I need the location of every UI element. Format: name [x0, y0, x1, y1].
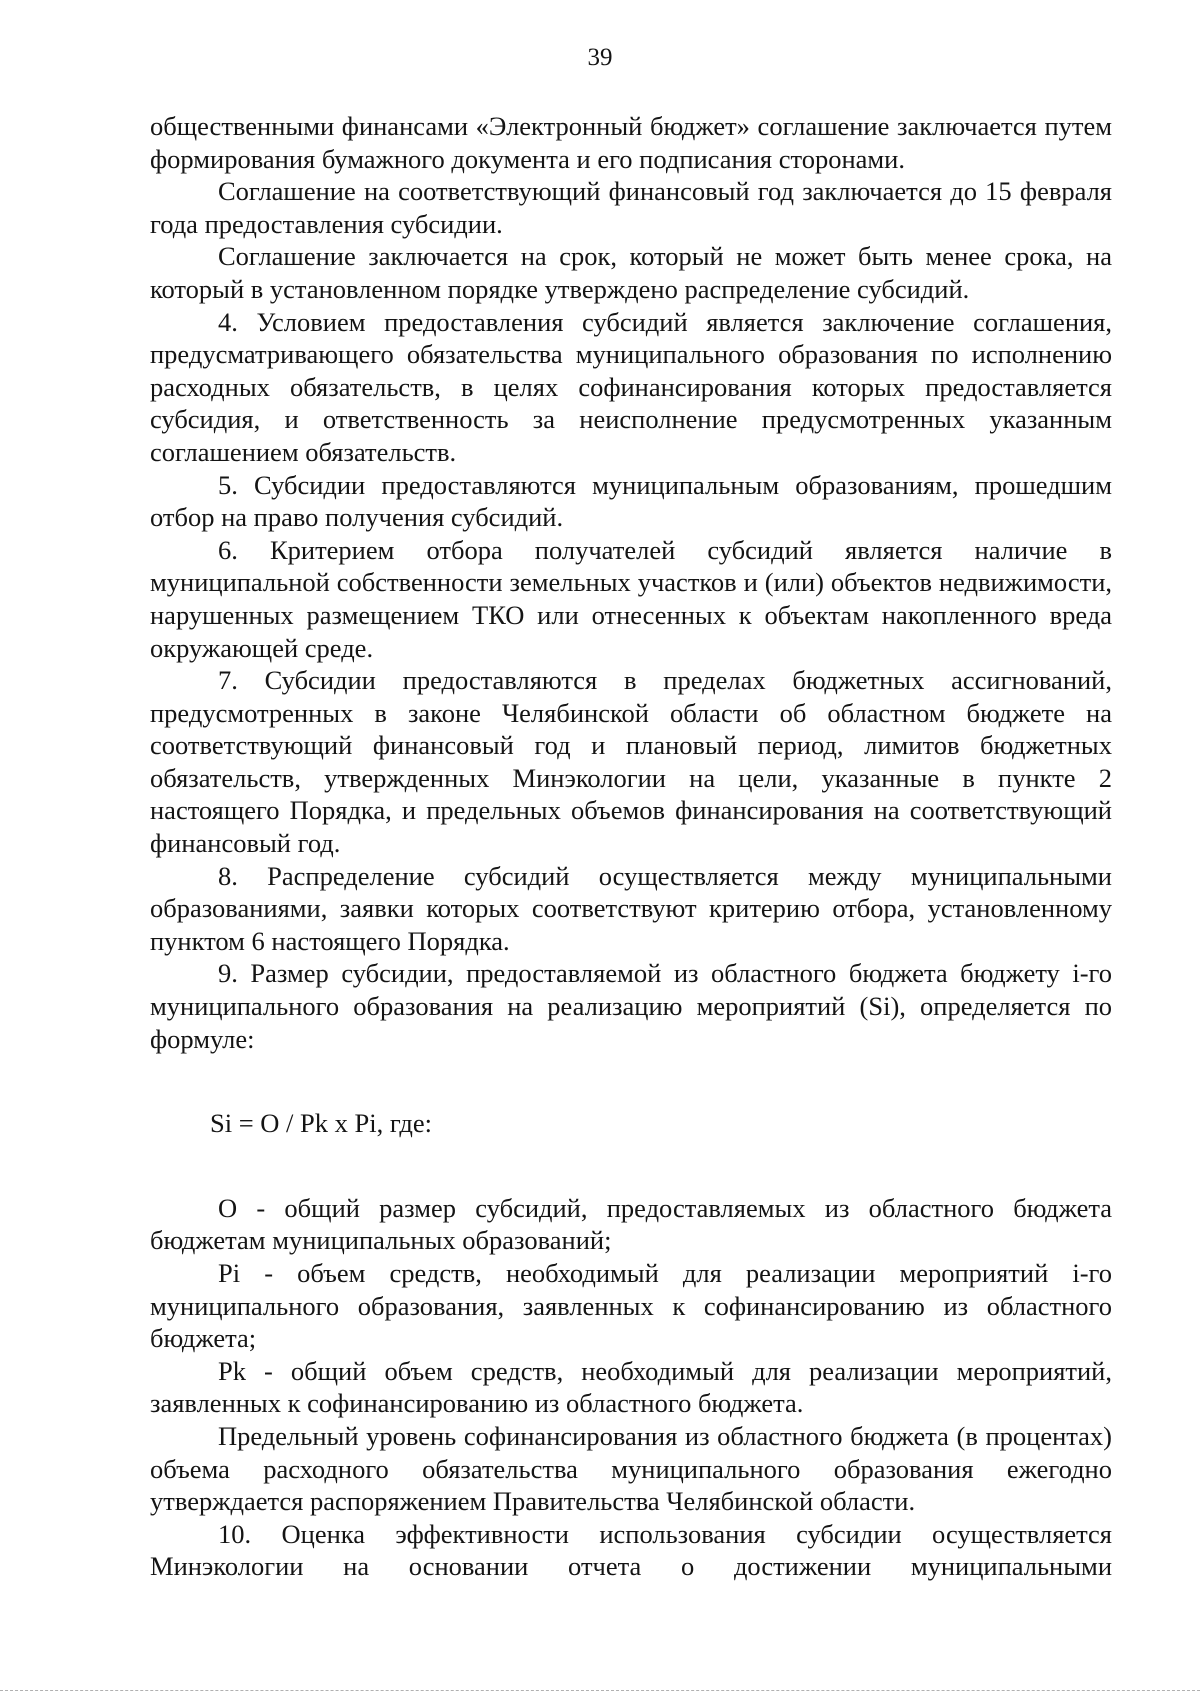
- paragraph-item-6: 6. Критерием отбора получателей субсидий является наличие в муниципальной собственности земельных участков и (или) объектов недвижимости, нарушенных размещением ТКО или отнесенных к объектам накопленного вреда окружающей среде.: [150, 534, 1112, 663]
- definition-pi: Pi - объем средств, необходимый для реализации мероприятий i-го муниципального образования, заявленных к софинансированию из областного бюджета;: [150, 1258, 1112, 1354]
- paragraph-item-10: 10. Оценка эффективности использования субсидии осуществляется Минэкологии на основании отчета о достижении муниципальными: [150, 1518, 1112, 1582]
- paragraph-item-8: 8. Распределение субсидий осуществляется между муниципальными образованиями, заявки которых соответствуют критерию отбора, установленному пунктом 6 настоящего Порядка.: [150, 860, 1112, 956]
- subsidy-formula: Si = O / Pk x Pi, где:: [210, 1108, 433, 1139]
- definition-o: O - общий размер субсидий, предоставляемых из областного бюджета бюджетам муниципальных образований;: [150, 1192, 1112, 1256]
- definition-pk: Pk - общий объем средств, необходимый для реализации мероприятий, заявленных к софинансированию из областного бюджета.: [150, 1355, 1112, 1419]
- paragraph-item-5: 5. Субсидии предоставляются муниципальным образованиям, прошедшим отбор на право получения субсидий.: [150, 469, 1112, 533]
- paragraph-item-9: 9. Размер субсидии, предоставляемой из областного бюджета бюджету i-го муниципального образования на реализацию мероприятий (Si), определяется по формуле:: [150, 958, 1112, 1054]
- paragraph-item-7: 7. Субсидии предоставляются в пределах бюджетных ассигнований, предусмотренных в законе Челябинской области об областном бюджете на соответствующий финансовый год и плановый период, лимитов бюджетных обязательств, утвержденных Минэкологии на цели, указанные в пункте 2 настоящего Порядка, и предельных объемов финансирования на соответствующий финансовый год.: [150, 665, 1112, 859]
- paragraph-agreement-term: Соглашение заключается на срок, который не может быть менее срока, на который в установленном порядке утверждено распределение субсидий.: [150, 241, 1112, 304]
- paragraph-item-4: 4. Условием предоставления субсидий является заключение соглашения, предусматривающего обязательства муниципального образования по исполнению расходных обязательств, в целях софинансирования которых предоставляется субсидия, и ответственность за неисполнение предусмотренных указанным соглашением обязательств.: [150, 306, 1112, 467]
- page-number: 39: [587, 44, 613, 71]
- paragraph-continuation: общественными финансами «Электронный бюджет» соглашение заключается путем формирования бумажного документа и его подписания сторонами.: [150, 111, 1112, 174]
- document-body: [150, 110, 1112, 1583]
- paragraph-agreement-deadline: Соглашение на соответствующий финансовый год заключается до 15 февраля года предоставления субсидии.: [150, 176, 1112, 239]
- paragraph-cofinancing-level: Предельный уровень софинансирования из областного бюджета (в процентах) объема расходного обязательства муниципального образования ежегодно утверждается распоряжением Правительства Челябинской области.: [150, 1420, 1112, 1517]
- page-bottom-edge: [0, 1690, 1200, 1691]
